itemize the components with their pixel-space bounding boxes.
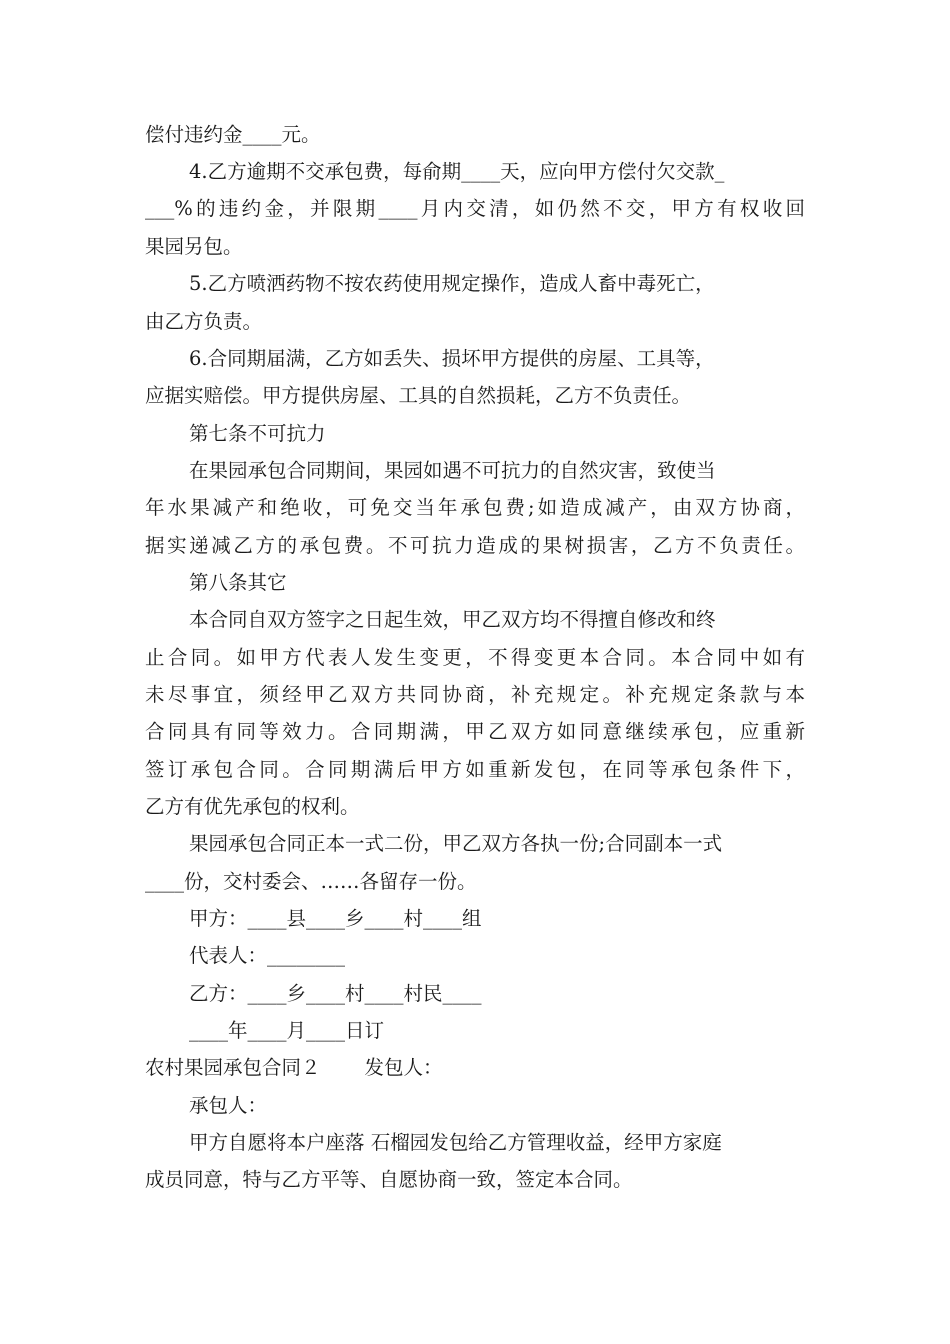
issuer-label: 发包人： (364, 1056, 443, 1079)
party-b-line: 乙方：____乡____村____村民____ (189, 982, 482, 1005)
paragraph-line: 成员同意，特与乙方平等、自愿协商一致，签定本合同。 (145, 1168, 633, 1191)
representative-line: 代表人：________ (189, 944, 346, 967)
paragraph-line: ___%的违约金，并限期____月内交清，如仍然不交，甲方有权收回 (145, 197, 805, 220)
paragraph-line: 果园另包。 (145, 235, 243, 258)
contract-title-text: 农村果园承包合同２ (145, 1056, 321, 1079)
paragraph-line: 甲方自愿将本户座落 石榴园发包给乙方管理收益，经甲方家庭 (189, 1131, 722, 1154)
paragraph-line: 未尽事宜，须经甲乙双方共同协商，补充规定。补充规定条款与本 (145, 683, 805, 706)
paragraph-line: 签订承包合同。合同期满后甲方如重新发包，在同等承包条件下， (145, 758, 805, 781)
section-heading: 第七条不可抗力 (189, 422, 326, 445)
paragraph-line: 年水果减产和绝收，可免交当年承包费;如造成减产，由双方协商， (145, 496, 805, 519)
paragraph-line: 止合同。如甲方代表人发生变更，不得变更本合同。本合同中如有 (145, 646, 805, 669)
paragraph-line: 应据实赔偿。甲方提供房屋、工具的自然损耗，乙方不负责任。 (145, 384, 692, 407)
paragraph-line: 本合同自双方签字之日起生效，甲乙双方均不得擅自修改和终 (189, 608, 716, 631)
section-heading: 第八条其它 (189, 571, 287, 594)
paragraph-line: 在果园承包合同期间，果园如遇不可抗力的自然灾害，致使当 (189, 459, 716, 482)
paragraph-line: 合同具有同等效力。合同期满，甲乙双方如同意继续承包，应重新 (145, 720, 805, 743)
paragraph-line: 5.乙方喷洒药物不按农药使用规定操作，造成人畜中毒死亡， (189, 272, 715, 295)
paragraph-line: 由乙方负责。 (145, 310, 263, 333)
paragraph-line: 4.乙方逾期不交承包费，每俞期____天，应向甲方偿付欠交款_ (189, 160, 725, 183)
paragraph-line: 果园承包合同正本一式二份，甲乙双方各执一份;合同副本一式 (189, 832, 723, 855)
contract-title (145, 1054, 443, 1082)
paragraph-line: 偿付违约金____元。 (145, 123, 321, 146)
paragraph-line: 据实递减乙方的承包费。不可抗力造成的果树损害，乙方不负责任。 (145, 534, 805, 557)
date-line: ____年____月____日订 (189, 1019, 385, 1042)
paragraph-line: ____份，交村委会、……各留存一份。 (145, 870, 477, 893)
contractor-label: 承包人： (189, 1094, 268, 1117)
paragraph-line: 乙方有优先承包的权利。 (145, 795, 360, 818)
paragraph-line: 6.合同期届满，乙方如丢失、损坏甲方提供的房屋、工具等， (189, 347, 715, 370)
party-a-line: 甲方：____县____乡____村____组 (189, 907, 482, 930)
